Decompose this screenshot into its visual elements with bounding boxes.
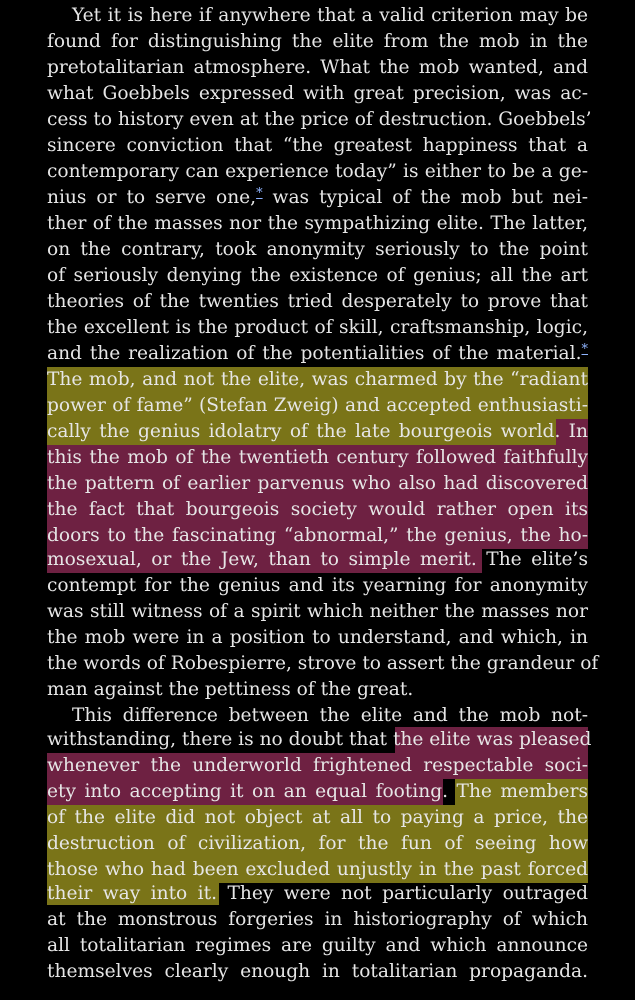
highlighted-text-line[interactable]: doors to the fascinating “abnormal,” the genius, the ho- xyxy=(47,525,588,546)
text-line: of seriously denying the existence of genius; all the art xyxy=(47,265,588,286)
text-line: man against the pettiness of the great. xyxy=(47,679,414,700)
footnote-link[interactable]: * xyxy=(581,342,588,357)
text-line: what Goebbels expressed with great precision, was ac- xyxy=(47,83,588,104)
text-line: the excellent is the product of skill, craftsmanship, logic, xyxy=(47,317,588,338)
highlighted-text-line[interactable]: ety into accepting it on an equal footing. The members xyxy=(47,781,588,802)
highlighted-text-line[interactable]: destruction of civilization, for the fun of seeing how xyxy=(47,833,588,854)
text-line: was still witness of a spirit which neither the masses nor xyxy=(47,601,588,622)
text-line: the mob were in a position to understand, and which, in xyxy=(47,627,588,648)
highlighted-text-line[interactable]: the fact that bourgeois society would rather open its xyxy=(47,499,588,520)
highlighted-text-line[interactable]: those who had been excluded unjustly in the past forced xyxy=(47,859,588,880)
text-line: found for distinguishing the elite from the mob in the xyxy=(47,31,588,52)
text-line: at the monstrous forgeries in historiography of which xyxy=(47,909,588,930)
text-line[interactable]: withstanding, there is no doubt that the elite was pleased xyxy=(47,729,592,750)
text-line: theories of the twenties tried desperately to prove that xyxy=(47,291,588,312)
text-line: contempt for the genius and its yearning for anonymity xyxy=(47,575,588,596)
highlighted-text-line[interactable]: mosexual, or the Jew, than to simple merit. The elite’s xyxy=(47,549,588,570)
highlighted-text-line[interactable]: whenever the underworld frightened respectable soci- xyxy=(47,755,588,776)
text-line: This difference between the elite and the mob not- xyxy=(72,705,588,726)
highlighted-text-line[interactable]: their way into it. They were not particularly outraged xyxy=(47,883,588,904)
text-line: the words of Robespierre, strove to assert the grandeur of xyxy=(47,653,599,674)
highlighted-text-line[interactable]: of the elite did not object at all to paying a price, the xyxy=(47,807,588,828)
highlighted-text-line[interactable]: power of fame” (Stefan Zweig) and accepted enthusiasti- xyxy=(47,395,588,416)
text-line: all totalitarian regimes are guilty and which announce xyxy=(47,935,588,956)
highlighted-text-line[interactable]: this the mob of the twentieth century followed faithfully xyxy=(47,447,588,468)
text-line: cess to history even at the price of destruction. Goebbels’ xyxy=(47,109,592,130)
text-line: pretotalitarian atmosphere. What the mob wanted, and xyxy=(47,57,588,78)
text-line: sincere conviction that “the greatest happiness that a xyxy=(47,135,588,156)
text-line: nius or to serve one,* was typical of the mob but nei- xyxy=(47,186,588,208)
text-line: and the realization of the potentialities of the material.* xyxy=(47,342,588,364)
highlighted-text-line[interactable]: the pattern of earlier parvenus who also had discovered xyxy=(47,473,588,494)
highlighted-text-line[interactable]: The mob, and not the elite, was charmed by the “radiant xyxy=(47,369,588,390)
text-line: on the contrary, took anonymity seriously to the point xyxy=(47,239,588,260)
text-line: contemporary can experience today” is either to be a ge- xyxy=(47,161,588,182)
text-line: Yet it is here if anywhere that a valid criterion may be xyxy=(72,5,588,26)
text-line: themselves clearly enough in totalitarian propaganda. xyxy=(47,961,588,982)
footnote-link[interactable]: * xyxy=(256,186,263,201)
highlighted-text-line[interactable]: cally the genius idolatry of the late bourgeois world. In xyxy=(47,421,588,442)
text-line: ther of the masses nor the sympathizing elite. The latter, xyxy=(47,213,588,234)
